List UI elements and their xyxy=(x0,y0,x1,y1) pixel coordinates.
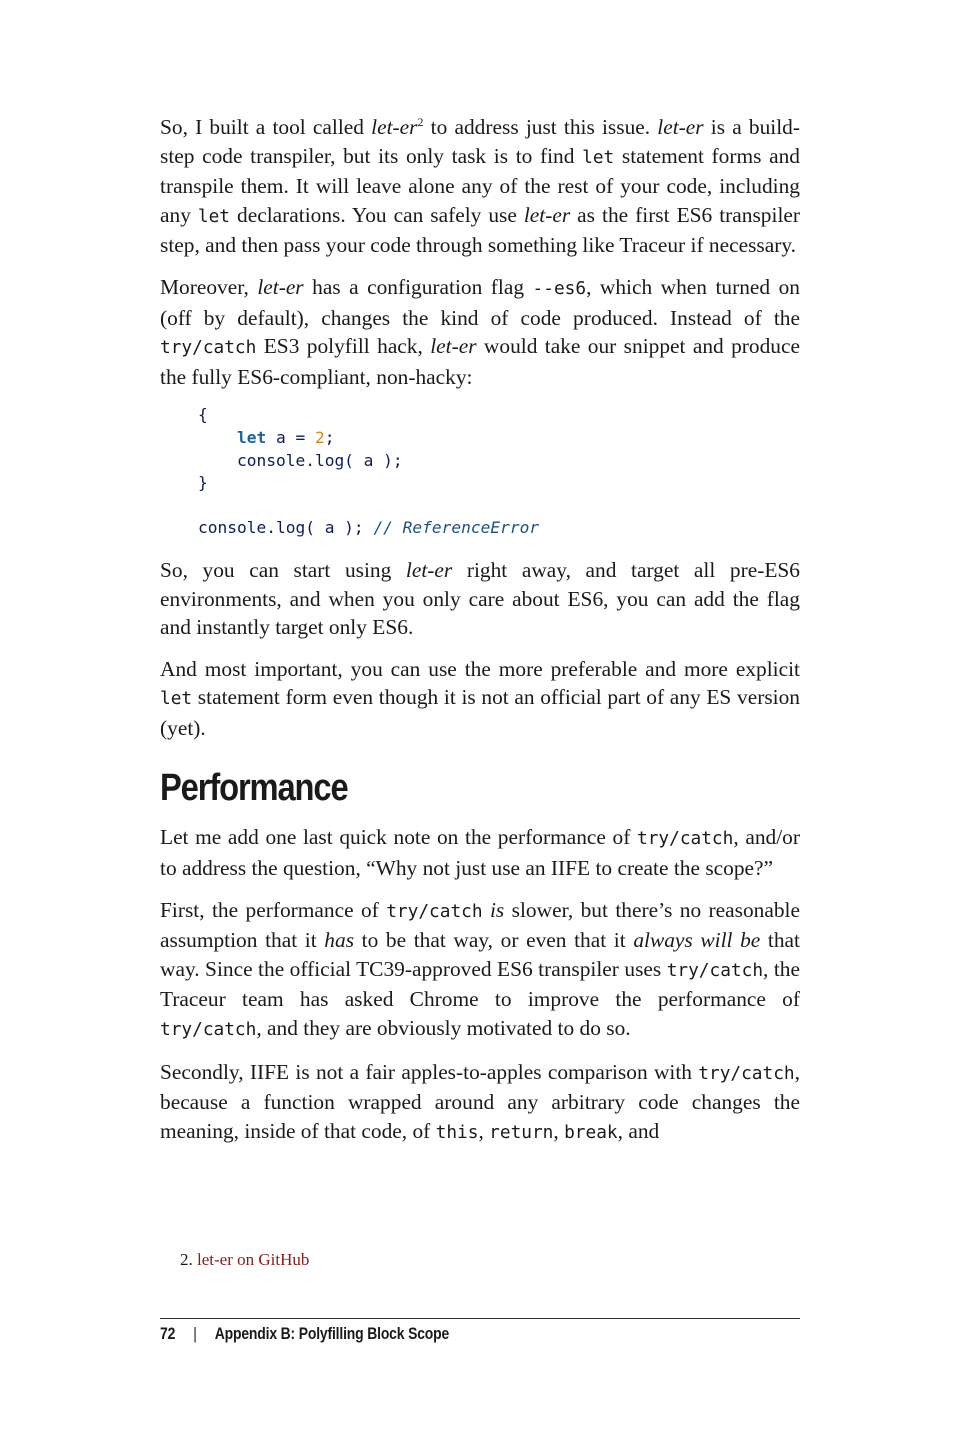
inline-code: break xyxy=(564,1121,618,1143)
paragraph-7: Secondly, IIFE is not a fair apples-to-apples comparison with try/catch, because a function wrapped around any arbitrary code changes the meaning, inside of that code, of this, return, break, and xyxy=(160,1059,800,1143)
code-listing: { let a = 2; console.log( a ); } console.log( a ); // ReferenceError xyxy=(198,405,540,538)
inline-code: try/catch xyxy=(666,959,764,981)
inline-code: this xyxy=(435,1121,479,1143)
paragraph-6: First, the performance of try/catch is slower, but there’s no reasonable assumption that it has to be that way, or even that it always will be that way. Since the official TC39-approved ES6 transpiler uses try/catch, the Traceur team has asked Chrome to improve the performance of try/catch, and they are obviously motivated to do so. xyxy=(160,897,800,1041)
footnote-link[interactable]: let-er on GitHub xyxy=(197,1250,310,1269)
inline-code: try/catch xyxy=(160,337,257,359)
page-number: 72 xyxy=(160,1324,176,1343)
footer-rule xyxy=(160,1318,800,1319)
footnote xyxy=(180,1250,309,1270)
inline-code: try/catch xyxy=(698,1062,795,1084)
code-number: 2 xyxy=(314,427,325,447)
page-footer xyxy=(160,1324,449,1344)
footer-separator: | xyxy=(193,1324,197,1343)
paragraph-2: Moreover, let-er has a configuration flag --es6, which when turned on (off by default), changes the kind of code produced. Instead of the try/catch ES3 polyfill hack, let-er would take our snippet and produce the fully ES6-compliant, non-hacky: xyxy=(160,274,800,389)
footnote-number: 2. xyxy=(180,1250,193,1269)
inline-code: let xyxy=(582,146,615,168)
section-heading: Performance xyxy=(160,767,348,810)
running-title: Appendix B: Polyfilling Block Scope xyxy=(214,1324,450,1343)
paragraph-5: Let me add one last quick note on the performance of try/catch, and/or to address the question, “Why not just use an IIFE to create the scope?” xyxy=(160,825,801,881)
paragraph-1: So, I built a tool called let-er$^2$ to address just this issue. let-er is a build-step code transpiler, but its only task is to find let statement forms and transpile them. It will leave alone any of the rest of your code, including any let declarations. You can safely use let-er as the first ES6 transpiler step, and then pass your code through something like Traceur if necessary. xyxy=(160,114,801,258)
inline-code: --es6 xyxy=(532,277,587,299)
tool-name: let-er xyxy=(371,115,418,139)
code-keyword: let xyxy=(236,427,267,447)
inline-code: try/catch xyxy=(160,1019,257,1041)
inline-code: try/catch xyxy=(386,900,483,922)
paragraph-3: So, you can start using let-er right away, and target all pre-ES6 environments, and when you only care about ES6, you can add the flag and instantly target only ES6. xyxy=(160,557,800,640)
paragraph-4: And most important, you can use the more preferable and more explicit let statement form even though it is not an official part of any ES version (yet). xyxy=(160,656,800,740)
page-body xyxy=(160,113,800,1160)
inline-code: return xyxy=(489,1121,554,1143)
code-comment: // ReferenceError xyxy=(373,518,540,538)
inline-code: let xyxy=(160,688,193,710)
inline-code: try/catch xyxy=(637,828,734,850)
footnote-ref[interactable]: 2 xyxy=(417,114,424,129)
inline-code: let xyxy=(197,205,231,227)
